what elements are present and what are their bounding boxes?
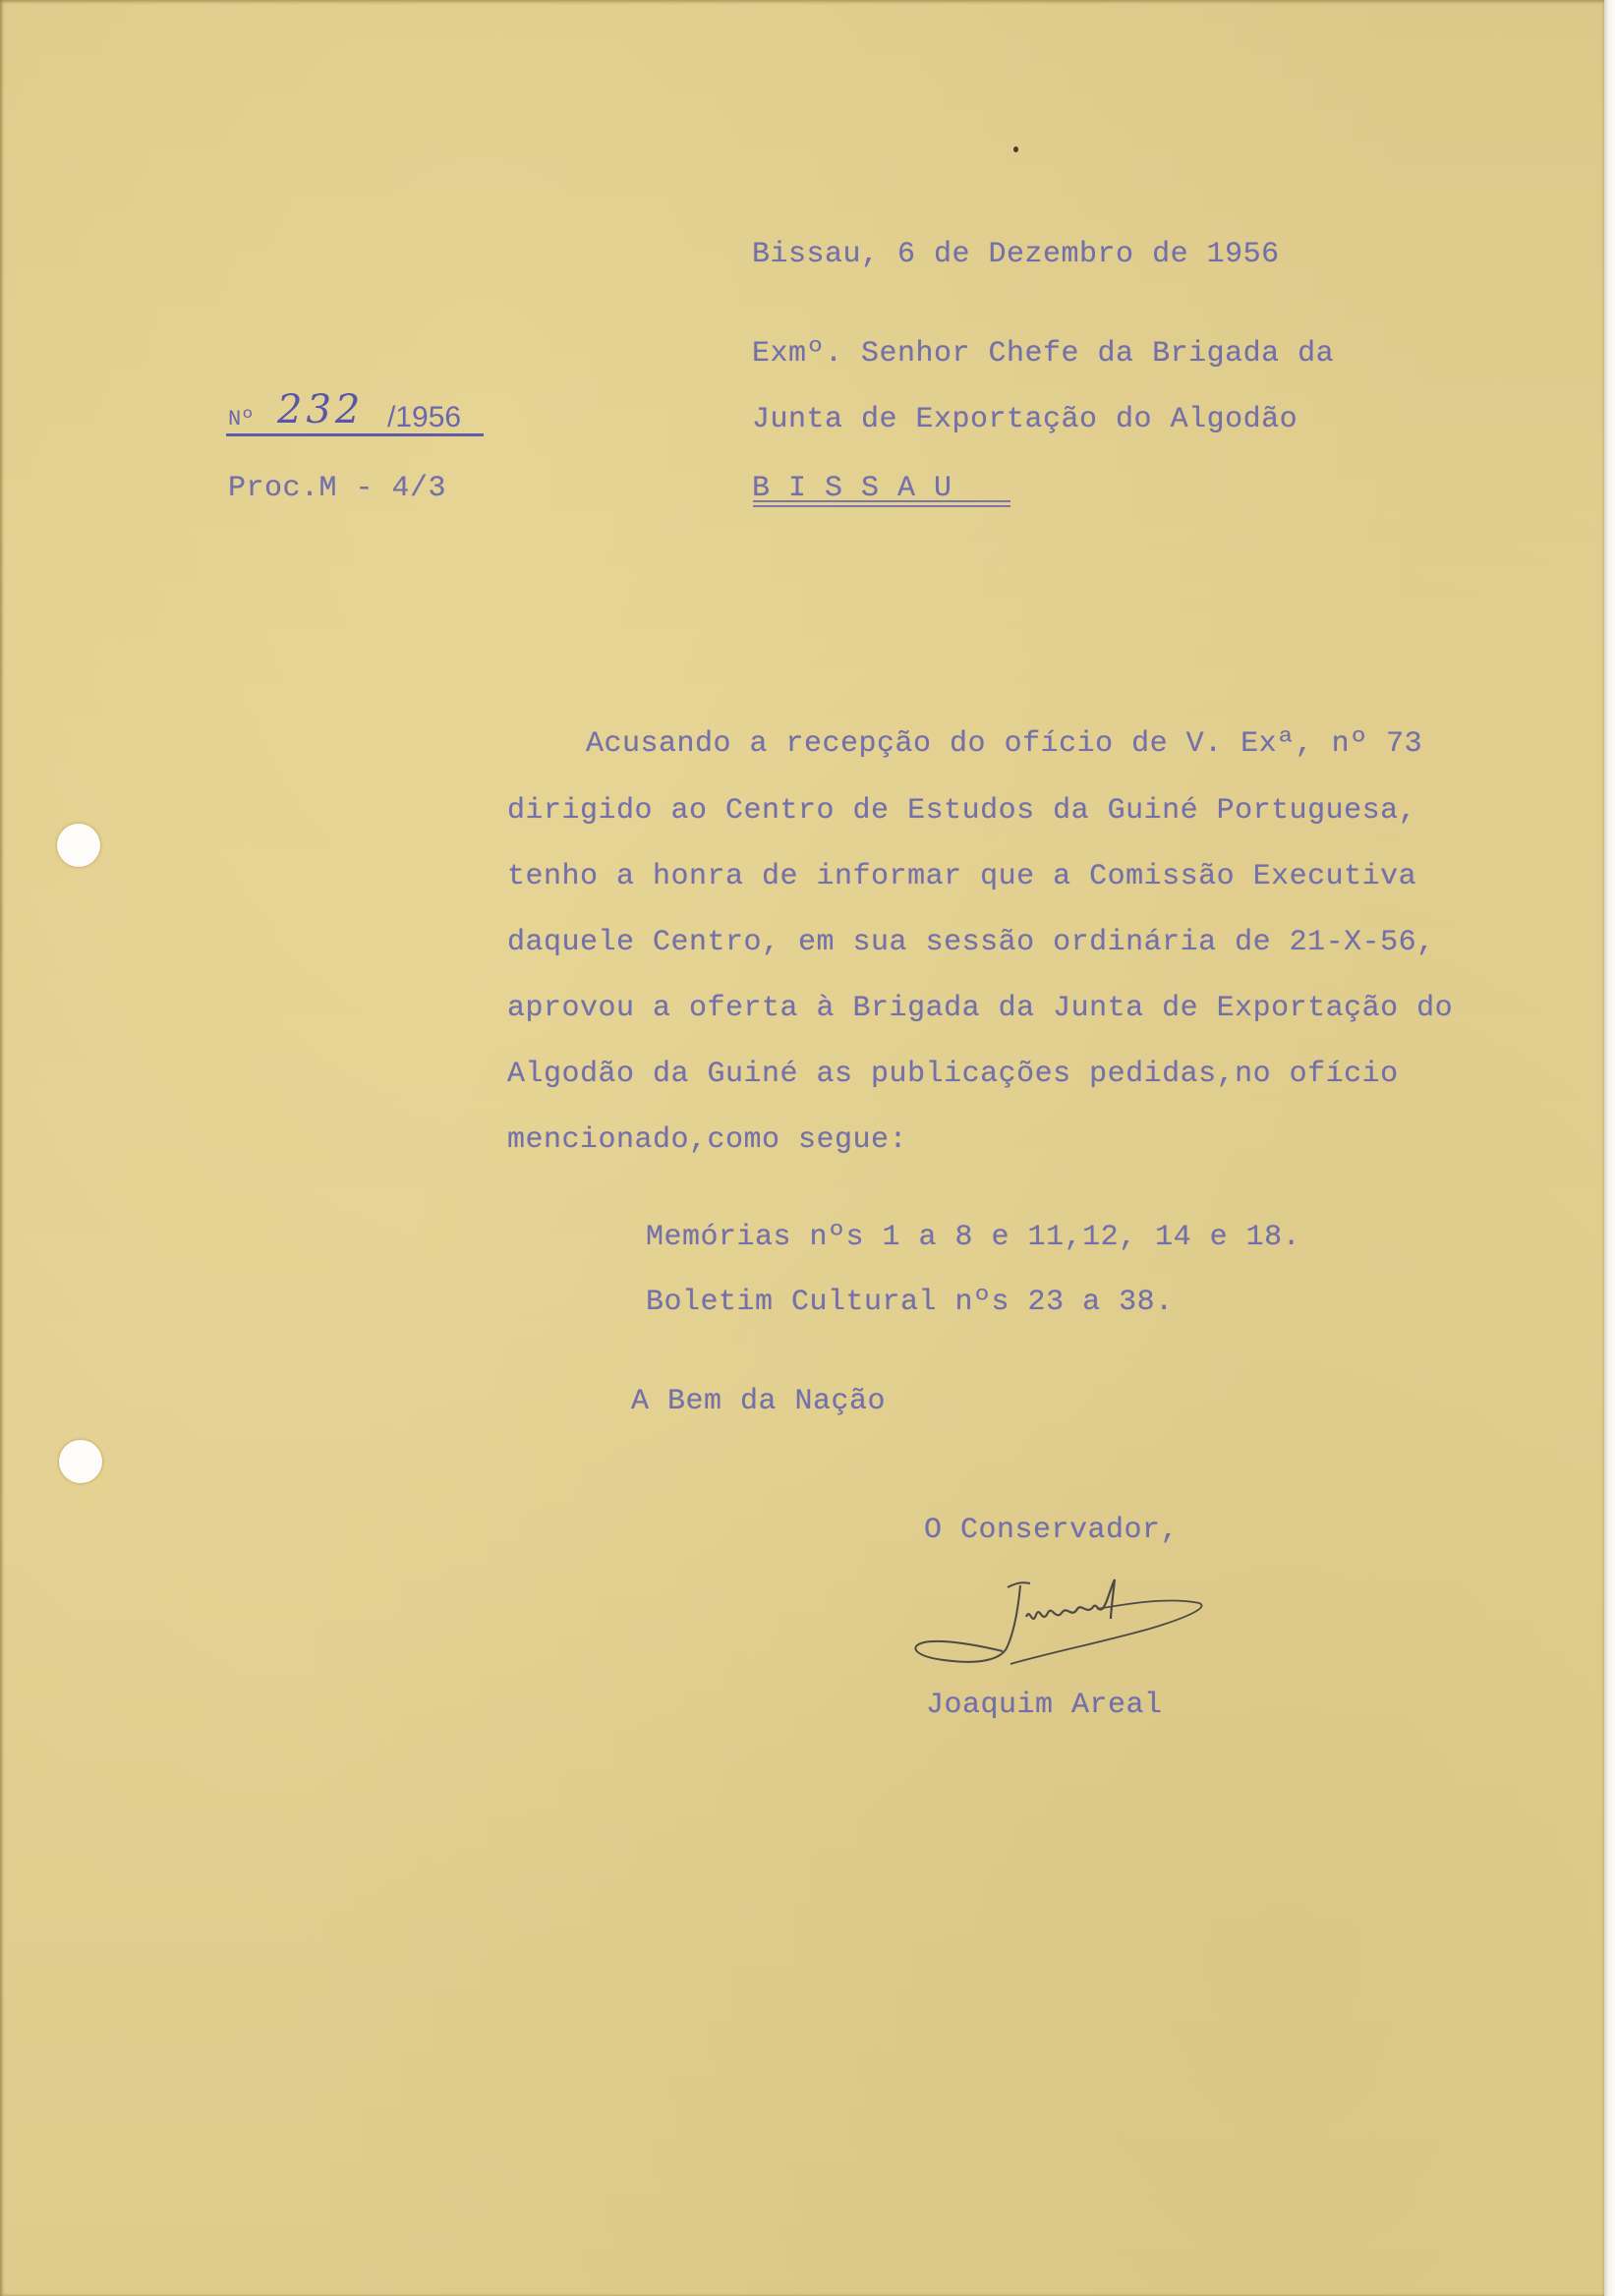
- handwritten-signature: [904, 1558, 1219, 1676]
- addressee-line-2: Junta de Exportação do Algodão: [752, 403, 1298, 436]
- reference-underline: [226, 433, 484, 436]
- punch-hole-bottom: [59, 1440, 102, 1483]
- body-line-1: Acusando a recepção do ofício de V. Exª, nº 73: [586, 727, 1423, 761]
- closing-salutation: A Bem da Nação: [631, 1385, 887, 1418]
- punch-hole-top: [57, 824, 100, 867]
- body-line-7: mencionado,como segue:: [507, 1123, 908, 1157]
- paper-speck: [1013, 146, 1018, 152]
- reference-year: /1956: [387, 401, 462, 433]
- reference-prefix: Nº: [228, 407, 255, 431]
- body-line-5: aprovou a oferta à Brigada da Junta de Exportação do: [507, 992, 1454, 1025]
- publication-item-1: Memórias nºs 1 a 8 e 11,12, 14 e 18.: [646, 1221, 1301, 1254]
- addressee-city: B I S S A U: [752, 472, 952, 505]
- scan-background-edge: [1604, 0, 1615, 2296]
- process-code: Proc.M - 4/3: [228, 472, 447, 505]
- body-line-3: tenho a honra de informar que a Comissão Executiva: [507, 860, 1417, 893]
- addressee-line-1: Exmº. Senhor Chefe da Brigada da: [752, 337, 1335, 371]
- body-line-6: Algodão da Guiné as publicações pedidas,no ofício: [507, 1058, 1399, 1091]
- reference-number: [228, 389, 484, 434]
- publication-item-2: Boletim Cultural nºs 23 a 38.: [646, 1286, 1174, 1319]
- body-line-4: daquele Centro, em sua sessão ordinária de 21-X-56,: [507, 926, 1435, 959]
- reference-handwritten-number: 232: [277, 387, 365, 432]
- signatory-name: Joaquim Areal: [926, 1689, 1163, 1722]
- place-date: Bissau, 6 de Dezembro de 1956: [752, 238, 1280, 271]
- signature-icon: [904, 1558, 1219, 1676]
- signatory-title: O Conservador,: [924, 1514, 1180, 1547]
- addressee-city-underline: [753, 500, 1010, 502]
- body-line-2: dirigido ao Centro de Estudos da Guiné Portuguesa,: [507, 794, 1417, 828]
